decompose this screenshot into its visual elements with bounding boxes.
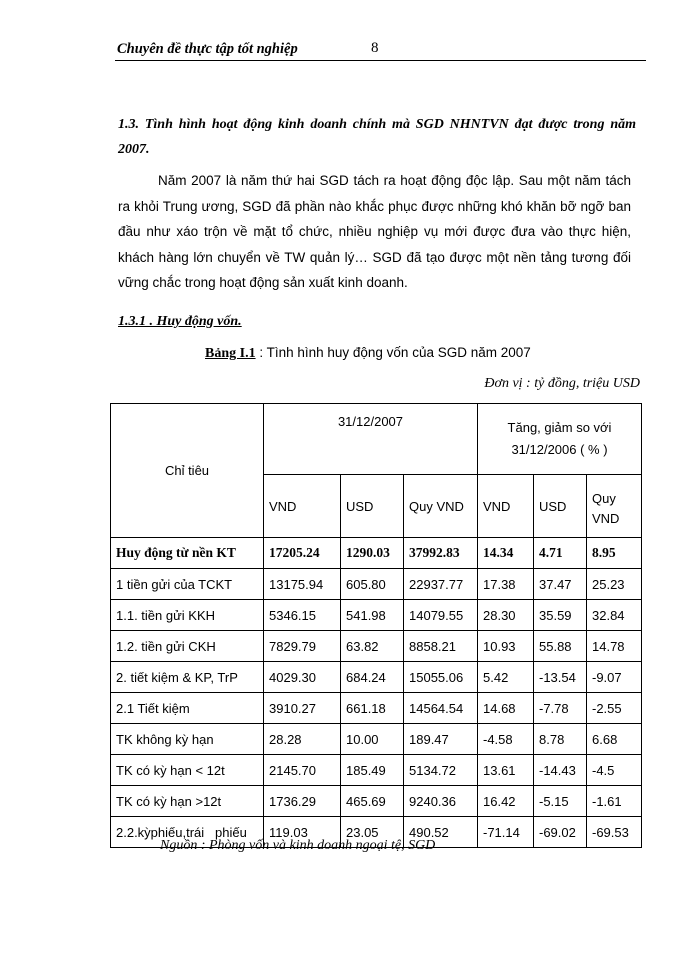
table-row (111, 724, 642, 755)
value-cell: -1.61 (587, 786, 642, 817)
value-cell: 5346.15 (264, 600, 341, 631)
value-cell: 9240.36 (404, 786, 478, 817)
row-label: 1.2. tiền gửi CKH (111, 631, 264, 662)
document-title: Chuyên đề thực tập tốt nghiệp (117, 41, 298, 57)
value-cell: 10.00 (341, 724, 404, 755)
row-label: 1 tiền gửi của TCKT (111, 569, 264, 600)
value-cell: 8.78 (534, 724, 587, 755)
value-cell: 541.98 (341, 600, 404, 631)
value-cell: -69.02 (534, 817, 587, 848)
value-cell: 189.47 (404, 724, 478, 755)
sub-header-cell: VND (478, 475, 534, 538)
unit-note: Đơn vị : tỷ đồng, triệu USD (484, 376, 640, 391)
row-label: 2.1 Tiết kiệm (111, 693, 264, 724)
sub-header-cell: Quy VND (404, 475, 478, 538)
row-label: 2.2.kỳphiếu,trái phiếu (111, 817, 264, 848)
value-cell: 37.47 (534, 569, 587, 600)
value-cell: 25.23 (587, 569, 642, 600)
value-cell: 1290.03 (341, 538, 404, 569)
body-paragraph: Năm 2007 là năm thứ hai SGD tách ra hoạt động độc lập. Sau một năm tách ra khỏi Trung ương, SGD đã phần nào khắc phục được những khó khăn bỡ ngỡ ban đầu như xáo trộn về mặt tổ chức, nhiều nghiệp vụ mới được đưa vào thực hiện, khách hàng lớn chuyển về TW quản lý… SGD đã tạo được một nền tảng tương đối vững chắc trong hoạt động sản xuất kinh doanh. (118, 173, 631, 290)
value-cell: 55.88 (534, 631, 587, 662)
sub-header-cell: VND (264, 475, 341, 538)
sub-header-cell: USD (534, 475, 587, 538)
sub-header-cell: Quy VND (587, 475, 642, 538)
value-cell: 1736.29 (264, 786, 341, 817)
row-label: TK không kỳ hạn (111, 724, 264, 755)
value-cell: 15055.06 (404, 662, 478, 693)
value-cell: 35.59 (534, 600, 587, 631)
source-note: Nguồn : Phòng vốn và kinh doanh ngoại tệ, SGD (160, 838, 436, 853)
value-cell: -14.43 (534, 755, 587, 786)
date-group-header: 31/12/2007 (264, 404, 478, 475)
table-row (111, 662, 642, 693)
indicator-header: Chỉ tiêu (111, 404, 264, 538)
value-cell: 14.68 (478, 693, 534, 724)
table-row (111, 538, 642, 569)
value-cell: 119.03 (264, 817, 341, 848)
value-cell: 4029.30 (264, 662, 341, 693)
value-cell: 7829.79 (264, 631, 341, 662)
row-label: 1.1. tiền gửi KKH (111, 600, 264, 631)
value-cell: 2145.70 (264, 755, 341, 786)
value-cell: 37992.83 (404, 538, 478, 569)
section-heading: 1.3. Tình hình hoạt động kinh doanh chính mà SGD NHNTVN đạt được trong năm 2007. (118, 117, 636, 157)
row-label: 2. tiết kiệm & KP, TrP (111, 662, 264, 693)
value-cell: 28.30 (478, 600, 534, 631)
table-caption (205, 345, 531, 362)
value-cell: 5134.72 (404, 755, 478, 786)
value-cell: 16.42 (478, 786, 534, 817)
value-cell: 8858.21 (404, 631, 478, 662)
value-cell: -9.07 (587, 662, 642, 693)
value-cell: 13.61 (478, 755, 534, 786)
value-cell: 490.52 (404, 817, 478, 848)
value-cell: 661.18 (341, 693, 404, 724)
subsection-heading: 1.3.1 . Huy động vốn. (118, 314, 242, 329)
value-cell: 14079.55 (404, 600, 478, 631)
table-row (111, 631, 642, 662)
value-cell: 17205.24 (264, 538, 341, 569)
value-cell: -69.53 (587, 817, 642, 848)
value-cell: -71.14 (478, 817, 534, 848)
value-cell: 14564.54 (404, 693, 478, 724)
value-cell: -4.58 (478, 724, 534, 755)
value-cell: 22937.77 (404, 569, 478, 600)
change-group-header (478, 404, 642, 475)
value-cell: 10.93 (478, 631, 534, 662)
value-cell: 8.95 (587, 538, 642, 569)
value-cell: 13175.94 (264, 569, 341, 600)
page-header (115, 40, 646, 61)
value-cell: 63.82 (341, 631, 404, 662)
value-cell: -4.5 (587, 755, 642, 786)
row-label: TK có kỳ hạn >12t (111, 786, 264, 817)
row-label: Huy động từ nền KT (111, 538, 264, 569)
table-row (111, 693, 642, 724)
value-cell: 17.38 (478, 569, 534, 600)
table-caption-text: : Tình hình huy động vốn của SGD năm 2007 (255, 345, 531, 360)
value-cell: 4.71 (534, 538, 587, 569)
value-cell: -2.55 (587, 693, 642, 724)
sub-header-cell: USD (341, 475, 404, 538)
table-row (111, 755, 642, 786)
value-cell: 6.68 (587, 724, 642, 755)
row-label: TK có kỳ hạn < 12t (111, 755, 264, 786)
value-cell: -13.54 (534, 662, 587, 693)
value-cell: 185.49 (341, 755, 404, 786)
change-header-line2: 31/12/2006 ( % ) (511, 442, 608, 457)
value-cell: 465.69 (341, 786, 404, 817)
value-cell: -7.78 (534, 693, 587, 724)
table-body (111, 538, 642, 848)
table-row (111, 786, 642, 817)
value-cell: 28.28 (264, 724, 341, 755)
value-cell: 5.42 (478, 662, 534, 693)
table-row (111, 569, 642, 600)
value-cell: 3910.27 (264, 693, 341, 724)
value-cell: 23.05 (341, 817, 404, 848)
table-row (111, 600, 642, 631)
change-header-line1: Tăng, giảm so với (507, 420, 612, 435)
value-cell: 605.80 (341, 569, 404, 600)
page-number: 8 (371, 40, 379, 56)
table-header-row (111, 404, 642, 475)
funding-table (110, 403, 642, 848)
value-cell: 684.24 (341, 662, 404, 693)
value-cell: -5.15 (534, 786, 587, 817)
value-cell: 14.34 (478, 538, 534, 569)
value-cell: 14.78 (587, 631, 642, 662)
table-caption-label: Bảng I.1 (205, 346, 256, 361)
value-cell: 32.84 (587, 600, 642, 631)
